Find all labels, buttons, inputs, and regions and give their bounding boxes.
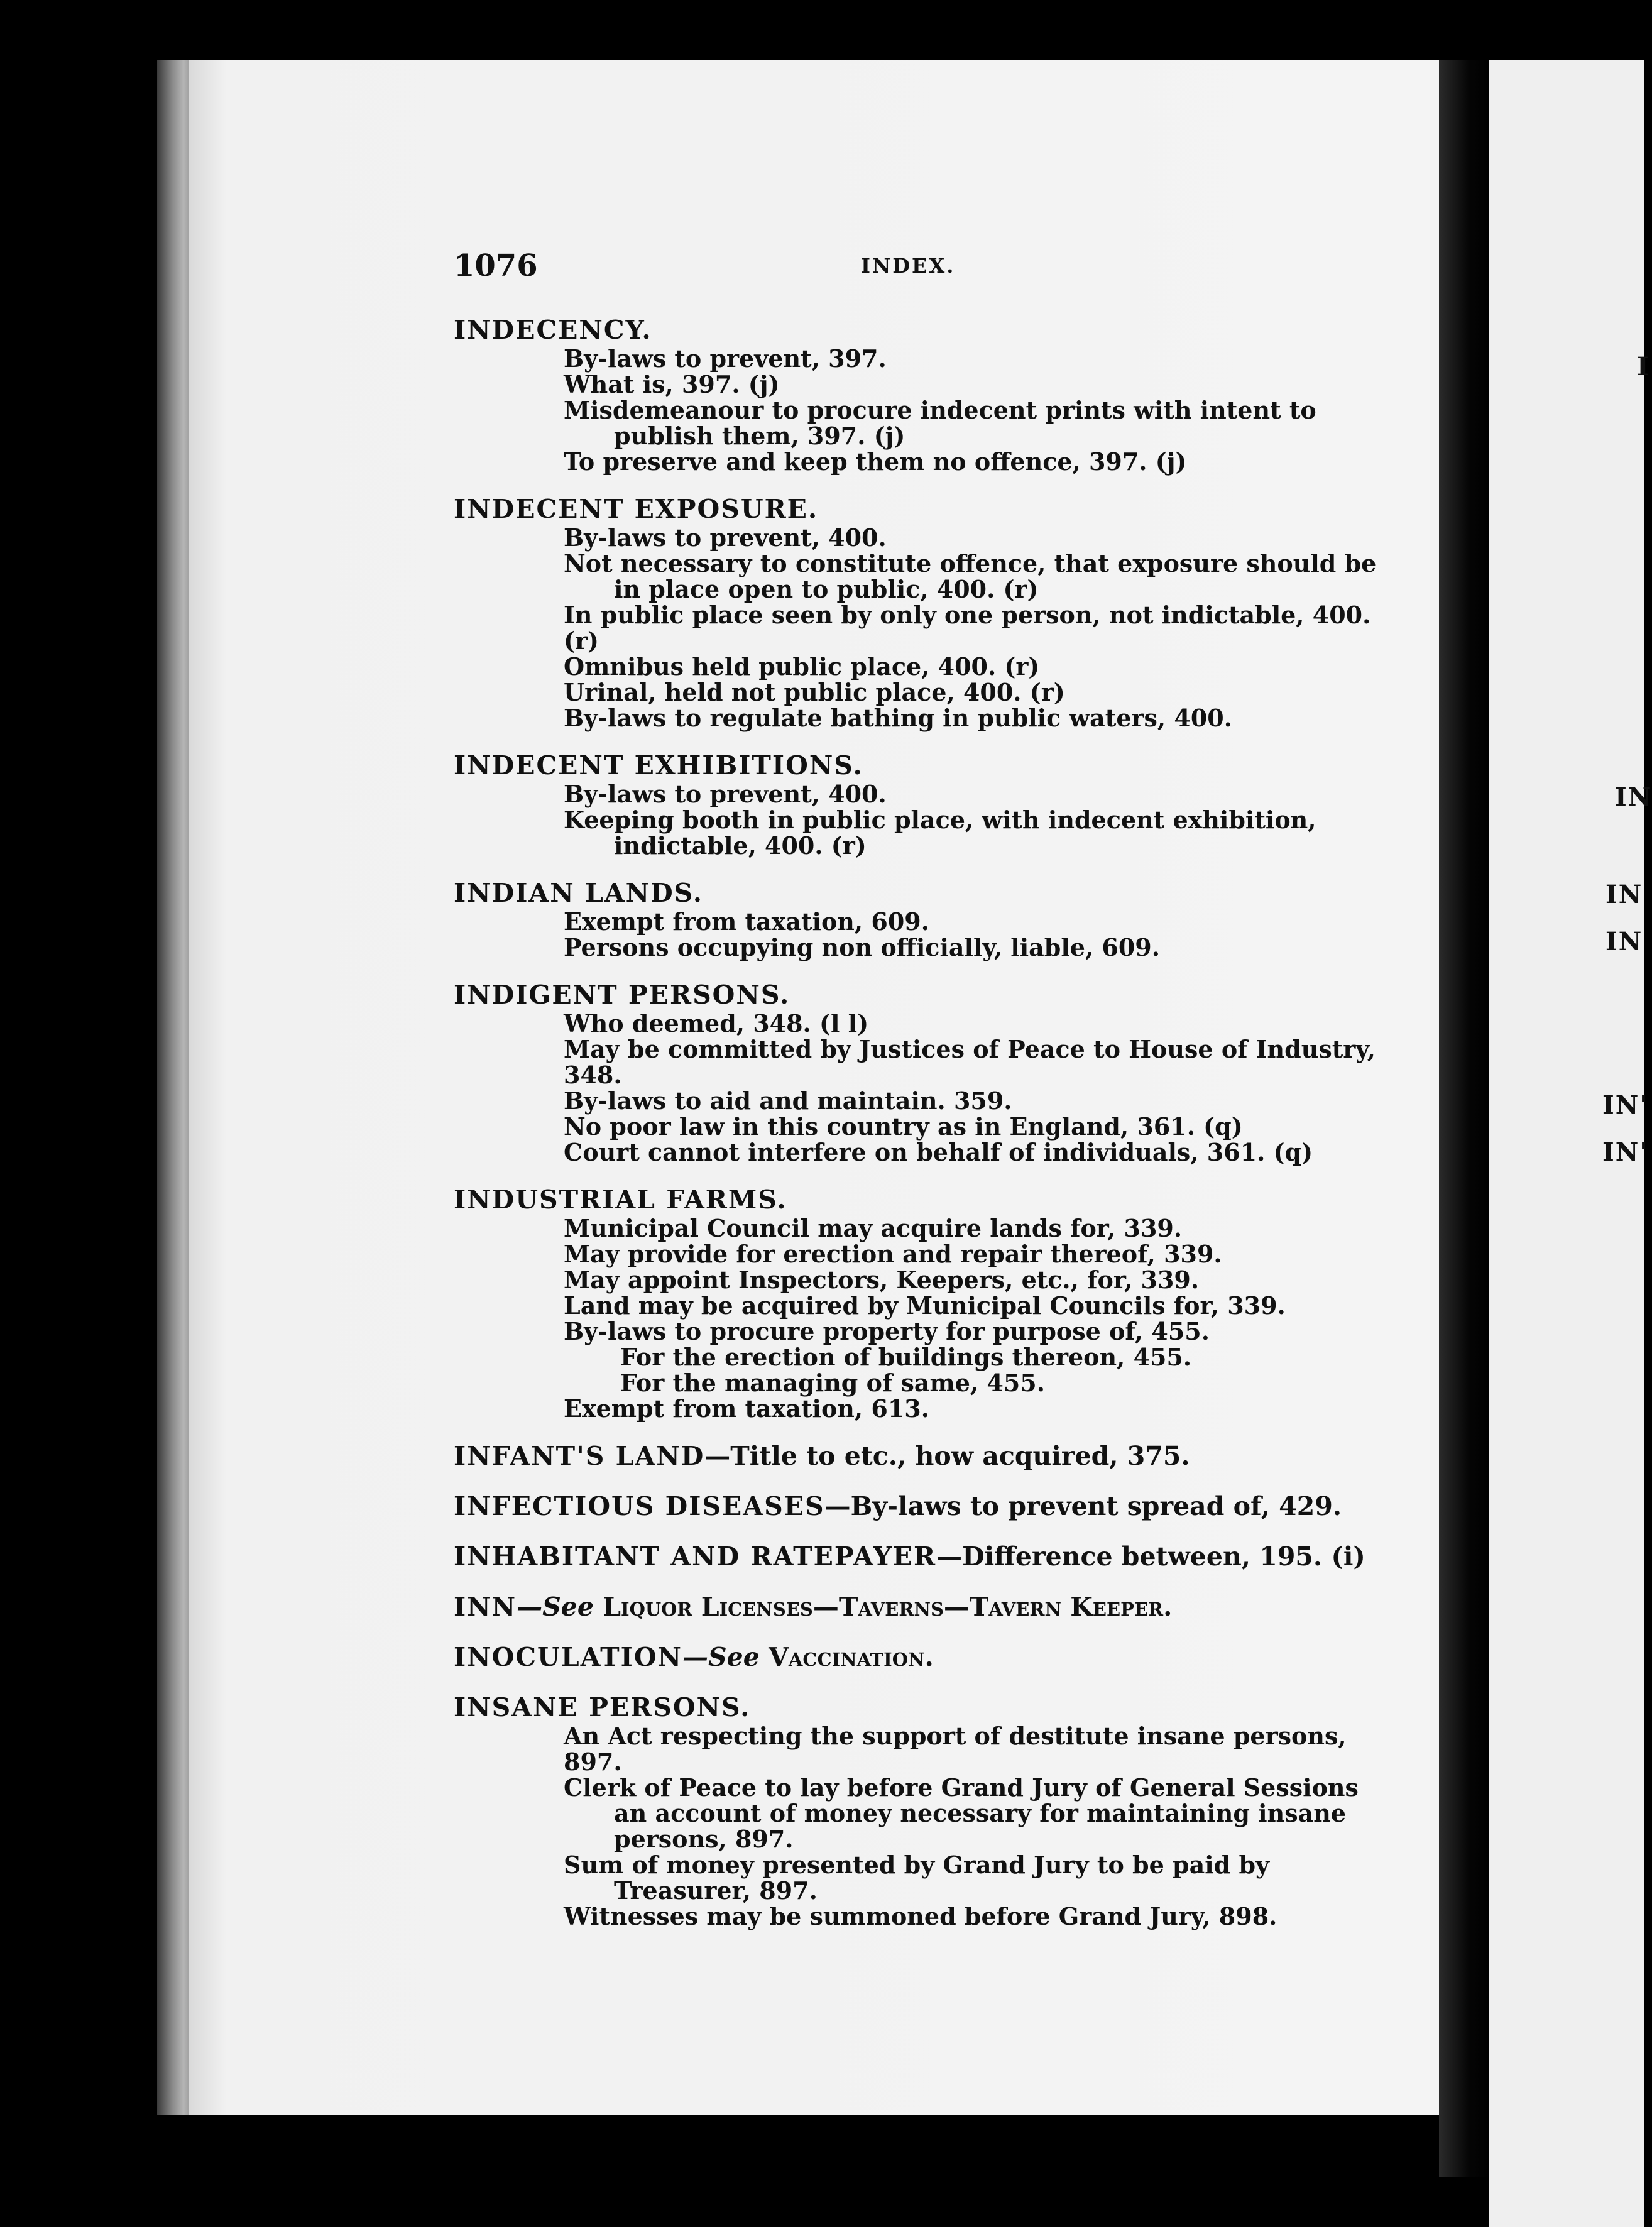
entry-subitem: May provide for erection and repair thereof, 339. <box>564 1240 1222 1268</box>
entry-subitem: For the managing of same, 455. <box>620 1369 1045 1397</box>
entry-heading-text: INDIGENT PERSONS. <box>454 980 790 1010</box>
entry-heading-text: INFECTIOUS DISEASES <box>454 1491 825 1521</box>
entry-subitem: Misdemeanour to procure indecent prints with intent to publish them, 397. (j) <box>564 396 1316 450</box>
entry-subitem: By-laws to regulate bathing in public waters, 400. <box>564 704 1232 732</box>
index-entry <box>454 877 1377 960</box>
index-entry <box>454 1440 1377 1472</box>
entry-heading-text: INDIAN LANDS. <box>454 878 704 908</box>
index-entry <box>454 1491 1377 1522</box>
entry-inline-text: —By-laws to prevent spread of, 429. <box>824 1491 1342 1521</box>
entry-heading-text: INHABITANT AND RATEPAYER <box>454 1541 937 1572</box>
entry-subitem: Not necessary to constitute offence, that exposure should be in place open to public, 400. (r) <box>564 549 1377 603</box>
entry-subitem: Urinal, held not public place, 400. (r) <box>564 678 1065 706</box>
entry-inline-text: Liquor Licenses—Taverns—Tavern Keeper. <box>593 1592 1173 1622</box>
facing-fragment: IN <box>1606 927 1643 956</box>
entry-subitem: Municipal Council may acquire lands for, 339. <box>564 1214 1183 1242</box>
index-entry <box>454 1641 1377 1673</box>
entry-heading <box>454 979 1377 1010</box>
entry-subitem: Land may be acquired by Municipal Councils for, 339. <box>564 1291 1286 1320</box>
entry-heading <box>454 877 1377 909</box>
entry-heading <box>454 1641 1377 1673</box>
entry-subitem: Omnibus held public place, 400. (r) <box>564 652 1040 681</box>
facing-fragment: I <box>1637 352 1650 381</box>
entry-subitem: Clerk of Peace to lay before Grand Jury of General Sessions an account of money necessary for maintaining insane persons, 897. <box>564 1773 1359 1853</box>
entry-heading-text: INDECENCY. <box>454 315 652 345</box>
entry-subitem: By-laws to aid and maintain. 359. <box>564 1086 1012 1115</box>
index-entry <box>454 750 1377 858</box>
entry-heading <box>454 1184 1377 1215</box>
entry-heading-text: INDECENT EXPOSURE. <box>454 494 819 524</box>
entry-subitem: What is, 397. (j) <box>564 370 780 398</box>
entry-subitem: By-laws to procure property for purpose of, 455. <box>564 1317 1210 1345</box>
index-entry <box>454 1184 1377 1421</box>
facing-fragment: IN' <box>1602 1137 1649 1167</box>
page-gutter <box>1439 60 1489 2177</box>
entry-subitem: For the erection of buildings thereon, 455. <box>620 1343 1192 1371</box>
facing-fragment: IN' <box>1602 1090 1649 1120</box>
entry-subitem: By-laws to prevent, 400. <box>564 523 887 552</box>
entry-heading <box>454 1440 1377 1472</box>
page-number: 1076 <box>454 248 538 283</box>
entry-subitem: Persons occupying non officially, liable, 609. <box>564 933 1160 961</box>
entry-subitem: Sum of money presented by Grand Jury to be paid by Treasurer, 897. <box>564 1851 1270 1905</box>
index-entry <box>454 1541 1377 1572</box>
entry-heading <box>454 493 1377 525</box>
entry-heading-text: INDECENT EXHIBITIONS. <box>454 750 863 780</box>
entry-subitem: Court cannot interfere on behalf of individuals, 361. (q) <box>564 1138 1313 1166</box>
entry-subitem: No poor law in this country as in England, 361. (q) <box>564 1112 1243 1141</box>
entry-heading <box>454 750 1377 781</box>
see-reference-label: —See <box>682 1642 760 1672</box>
entry-heading-text: INN <box>454 1592 517 1622</box>
entry-subitem: Exempt from taxation, 609. <box>564 907 929 936</box>
facing-page <box>1489 60 1652 2227</box>
entry-heading <box>454 1541 1377 1572</box>
entry-heading <box>454 1591 1377 1622</box>
index-entry <box>454 493 1377 731</box>
entry-subitem: In public place seen by only one person, not indictable, 400. (r) <box>564 601 1371 655</box>
index-entry <box>454 1692 1377 1929</box>
entry-subitem: Witnesses may be summoned before Grand Jury, 898. <box>564 1902 1277 1930</box>
facing-fragment: IN <box>1615 782 1652 812</box>
index-content <box>454 314 1377 1948</box>
entry-heading-text: INFANT'S LAND <box>454 1441 705 1471</box>
entry-heading <box>454 1491 1377 1522</box>
entry-subitem: By-laws to prevent, 400. <box>564 780 887 808</box>
entry-heading <box>454 1692 1377 1723</box>
entry-inline-text: —Difference between, 195. (i) <box>936 1541 1365 1572</box>
entry-subitem: May be committed by Justices of Peace to House of Industry, 348. <box>564 1035 1376 1089</box>
entry-subitem: To preserve and keep them no offence, 397. (j) <box>564 447 1187 476</box>
entry-subitem: Keeping booth in public place, with indecent exhibition, indictable, 400. (r) <box>564 806 1316 860</box>
entry-subitem: Exempt from taxation, 613. <box>564 1394 929 1423</box>
entry-heading-text: INSANE PERSONS. <box>454 1692 751 1722</box>
index-entry <box>454 1591 1377 1622</box>
index-entry <box>454 314 1377 474</box>
entry-inline-text: Vaccination. <box>759 1642 934 1672</box>
entry-subitem: Who deemed, 348. (l l) <box>564 1009 869 1037</box>
entry-heading-text: INDUSTRIAL FARMS. <box>454 1185 787 1215</box>
entry-subitem: May appoint Inspectors, Keepers, etc., for, 339. <box>564 1266 1200 1294</box>
entry-subitem: By-laws to prevent, 397. <box>564 344 887 373</box>
index-entry <box>454 979 1377 1165</box>
running-head: INDEX. <box>861 254 956 278</box>
entry-inline-text: —Title to etc., how acquired, 375. <box>704 1441 1190 1471</box>
entry-heading-text: INOCULATION <box>454 1642 683 1672</box>
facing-fragment: IN <box>1606 880 1643 909</box>
entry-heading <box>454 314 1377 346</box>
see-reference-label: —See <box>517 1592 594 1622</box>
entry-subitem: An Act respecting the support of destitute insane persons, 897. <box>564 1722 1347 1776</box>
